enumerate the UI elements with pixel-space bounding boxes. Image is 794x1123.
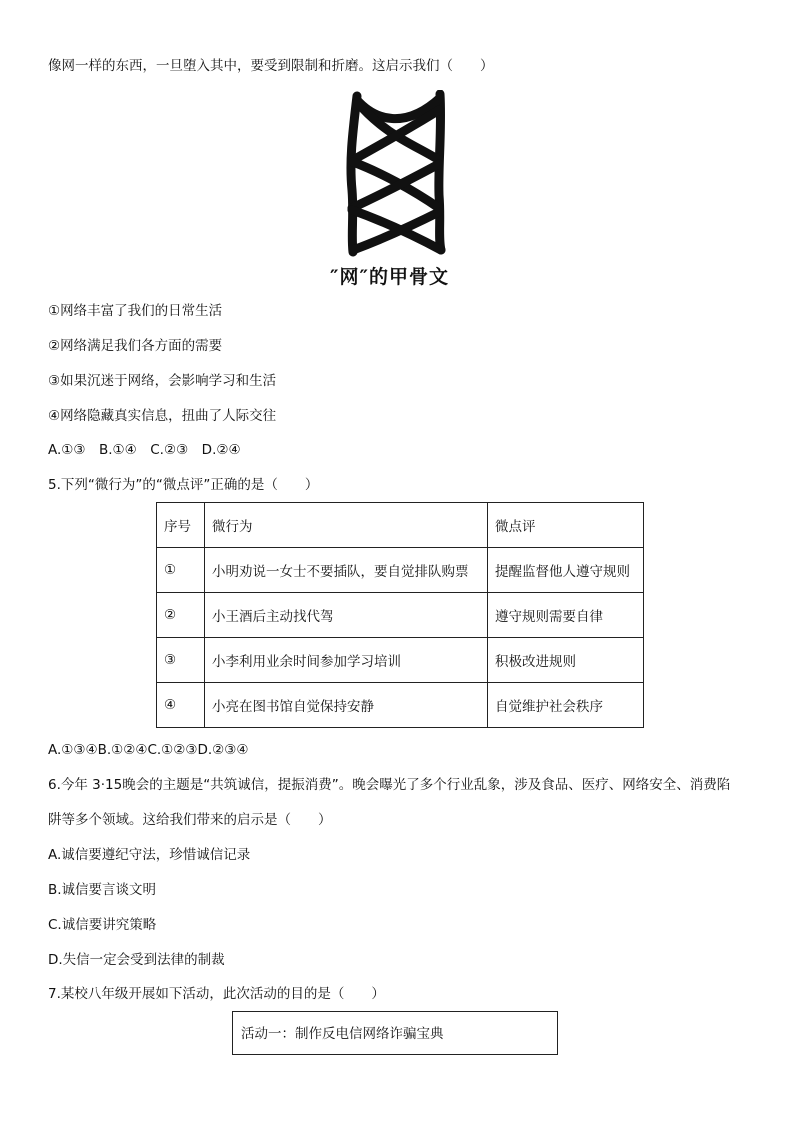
header-comment: 微点评 bbox=[488, 503, 644, 548]
header-index: 序号 bbox=[157, 503, 205, 548]
row-comment: 遵守规则需要自律 bbox=[488, 593, 644, 638]
table-row bbox=[157, 638, 644, 683]
question7-stem: 7.某校八年级开展如下活动，此次活动的目的是（ ） bbox=[48, 986, 385, 1002]
row-behavior: 小王酒后主动找代驾 bbox=[205, 593, 488, 638]
row-behavior: 小亮在图书馆自觉保持安静 bbox=[205, 683, 488, 728]
row-behavior: 小明劝说一女士不要插队，要自觉排队购票 bbox=[205, 548, 488, 593]
row-comment: 积极改进规则 bbox=[488, 638, 644, 683]
row-index: ③ bbox=[157, 638, 205, 683]
row-behavior: 小李利用业余时间参加学习培训 bbox=[205, 638, 488, 683]
table-row bbox=[157, 548, 644, 593]
table-row bbox=[157, 683, 644, 728]
figure-caption: ″网″的甲骨文 bbox=[330, 266, 449, 288]
row-comment: 提醒监督他人遵守规则 bbox=[488, 548, 644, 593]
question4-options: A.①③ B.①④ C.②③ D.②④ bbox=[48, 442, 241, 458]
question4-stem-tail: 像网一样的东西，一旦堕入其中，要受到限制和折磨。这启示我们（ ） bbox=[48, 58, 494, 74]
activity-box: 活动一：制作反电信网络诈骗宝典 bbox=[232, 1011, 558, 1055]
question5-options: A.①③④B.①②④C.①②③D.②③④ bbox=[48, 742, 249, 758]
statement-3: ③如果沉迷于网络，会影响学习和生活 bbox=[48, 373, 277, 389]
question6-option-a: A.诚信要遵纪守法，珍惜诚信记录 bbox=[48, 847, 251, 863]
question6-stem-line2: 阱等多个领域。这给我们带来的启示是（ ） bbox=[48, 812, 332, 828]
row-index: ① bbox=[157, 548, 205, 593]
table-header-row bbox=[157, 503, 644, 548]
question6-option-d: D.失信一定会受到法律的制裁 bbox=[48, 952, 225, 968]
statement-1: ①网络丰富了我们的日常生活 bbox=[48, 303, 223, 319]
micro-behavior-table bbox=[156, 502, 644, 728]
table-row bbox=[157, 593, 644, 638]
statement-2: ②网络满足我们各方面的需要 bbox=[48, 338, 223, 354]
question6-stem-line1: 6.今年 3·15晚会的主题是“共筑诚信，提振消费”。晚会曝光了多个行业乱象，涉及食品、医疗、网络安全、消费陷 bbox=[48, 777, 731, 793]
question6-option-b: B.诚信要言谈文明 bbox=[48, 882, 157, 898]
row-index: ② bbox=[157, 593, 205, 638]
question5-stem: 5.下列“微行为”的“微点评”正确的是（ ） bbox=[48, 477, 319, 493]
oracle-bone-net-glyph-image bbox=[335, 90, 460, 258]
row-index: ④ bbox=[157, 683, 205, 728]
header-behavior: 微行为 bbox=[205, 503, 488, 548]
question6-option-c: C.诚信要讲究策略 bbox=[48, 917, 157, 933]
row-comment: 自觉维护社会秩序 bbox=[488, 683, 644, 728]
statement-4: ④网络隐藏真实信息，扭曲了人际交往 bbox=[48, 408, 277, 424]
